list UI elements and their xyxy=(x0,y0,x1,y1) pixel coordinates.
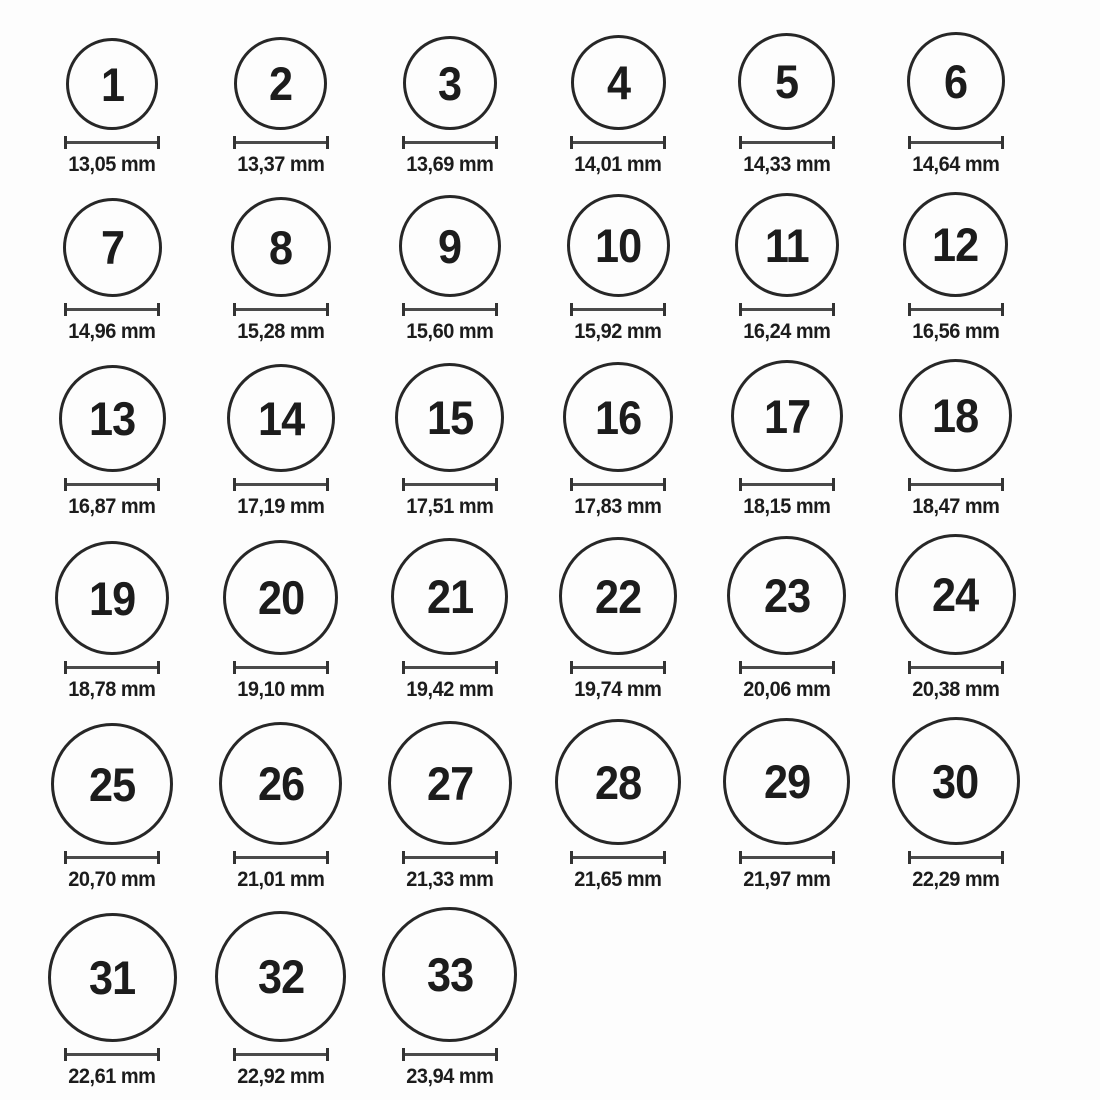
ring-size-cell xyxy=(28,723,197,892)
diameter-label: 14,64 mm xyxy=(912,153,1000,176)
ring-size-cell xyxy=(703,360,872,519)
ring-size-cell xyxy=(28,365,197,519)
size-number: 2 xyxy=(269,57,293,110)
diameter-label: 20,70 mm xyxy=(68,868,156,891)
diameter-label: 21,01 mm xyxy=(237,868,325,891)
ring-size-cell xyxy=(365,721,534,892)
diameter-label: 20,06 mm xyxy=(743,678,831,701)
ring-size-cell xyxy=(871,32,1040,177)
ring-size-cell xyxy=(197,364,366,519)
diameter-label: 22,29 mm xyxy=(912,868,1000,891)
ring-size-cell xyxy=(703,536,872,702)
chart-row xyxy=(28,907,1040,1089)
size-number: 12 xyxy=(932,218,979,271)
size-circle xyxy=(892,717,1020,845)
size-number: 24 xyxy=(932,568,979,621)
chart-row xyxy=(28,717,1040,892)
diameter-label: 18,15 mm xyxy=(743,495,831,518)
diameter-label: 15,60 mm xyxy=(406,320,494,343)
size-circle xyxy=(227,364,335,472)
ring-size-cell xyxy=(28,38,197,177)
ring-size-cell xyxy=(534,719,703,892)
size-circle xyxy=(555,719,681,845)
size-circle xyxy=(223,540,338,655)
size-number: 8 xyxy=(269,220,293,274)
diameter-measure-line xyxy=(64,303,160,316)
ring-size-cell xyxy=(534,362,703,519)
ring-size-cell xyxy=(703,193,872,344)
diameter-measure-line xyxy=(739,851,835,864)
diameter-label: 15,28 mm xyxy=(237,320,325,343)
chart-row xyxy=(28,32,1040,177)
ring-size-cell xyxy=(197,37,366,177)
size-number: 27 xyxy=(426,756,473,810)
diameter-measure-line xyxy=(64,136,160,149)
ring-size-cell xyxy=(197,722,366,892)
size-number: 15 xyxy=(426,391,473,444)
diameter-measure-line xyxy=(570,136,666,149)
size-circle xyxy=(63,198,162,297)
diameter-label: 21,97 mm xyxy=(743,868,831,891)
size-number: 22 xyxy=(595,569,642,623)
ring-size-cell xyxy=(28,198,197,344)
ring-size-cell xyxy=(197,197,366,344)
diameter-measure-line xyxy=(908,136,1004,149)
size-number: 5 xyxy=(775,55,799,108)
ring-size-cell xyxy=(871,192,1040,344)
diameter-measure-line xyxy=(908,303,1004,316)
diameter-measure-line xyxy=(402,478,498,491)
size-number: 10 xyxy=(595,219,642,272)
diameter-measure-line xyxy=(233,851,329,864)
ring-size-cell xyxy=(871,359,1040,519)
diameter-label: 13,05 mm xyxy=(68,153,156,176)
ring-size-cell xyxy=(365,538,534,702)
diameter-measure-line xyxy=(402,851,498,864)
size-circle xyxy=(395,363,504,472)
size-number: 21 xyxy=(426,570,473,623)
size-number: 18 xyxy=(932,389,979,442)
diameter-measure-line xyxy=(402,303,498,316)
diameter-label: 19,10 mm xyxy=(237,678,325,701)
ring-size-cell xyxy=(365,195,534,344)
diameter-label: 19,74 mm xyxy=(574,678,662,701)
size-circle xyxy=(727,536,846,655)
diameter-measure-line xyxy=(739,661,835,674)
size-number: 19 xyxy=(89,571,136,625)
chart-row xyxy=(28,359,1040,519)
diameter-measure-line xyxy=(64,1048,160,1061)
diameter-measure-line xyxy=(233,661,329,674)
size-circle xyxy=(895,534,1016,655)
diameter-measure-line xyxy=(402,136,498,149)
size-number: 11 xyxy=(765,218,809,272)
size-number: 31 xyxy=(89,951,136,1004)
size-circle xyxy=(567,194,670,297)
size-number: 13 xyxy=(89,392,136,445)
diameter-label: 16,24 mm xyxy=(743,320,831,343)
diameter-measure-line xyxy=(64,851,160,864)
size-circle xyxy=(903,192,1008,297)
size-number: 30 xyxy=(932,754,979,808)
size-number: 4 xyxy=(606,56,630,109)
diameter-label: 13,69 mm xyxy=(406,153,494,176)
size-circle xyxy=(219,722,342,845)
diameter-label: 14,96 mm xyxy=(68,320,156,343)
diameter-label: 16,56 mm xyxy=(912,320,1000,343)
size-circle xyxy=(51,723,173,845)
diameter-label: 17,51 mm xyxy=(406,495,494,518)
size-number: 7 xyxy=(100,221,124,274)
diameter-measure-line xyxy=(570,303,666,316)
diameter-measure-line xyxy=(233,303,329,316)
diameter-measure-line xyxy=(233,136,329,149)
diameter-measure-line xyxy=(570,661,666,674)
size-circle xyxy=(738,33,835,130)
size-circle xyxy=(731,360,843,472)
size-number: 29 xyxy=(763,755,811,808)
size-circle xyxy=(403,36,497,130)
diameter-label: 18,47 mm xyxy=(912,495,1000,518)
size-circle xyxy=(388,721,512,845)
size-circle xyxy=(723,718,850,845)
diameter-label: 21,33 mm xyxy=(406,868,494,891)
size-circle xyxy=(66,38,158,130)
size-circle xyxy=(59,365,166,472)
diameter-label: 22,92 mm xyxy=(237,1065,325,1088)
diameter-measure-line xyxy=(64,478,160,491)
size-circle xyxy=(382,907,517,1042)
size-number: 26 xyxy=(257,757,305,810)
diameter-measure-line xyxy=(233,478,329,491)
size-circle xyxy=(48,913,177,1042)
ring-size-cell xyxy=(28,541,197,702)
diameter-label: 23,94 mm xyxy=(406,1065,494,1088)
ring-size-cell xyxy=(534,194,703,344)
diameter-measure-line xyxy=(908,661,1004,674)
diameter-measure-line xyxy=(402,1048,498,1061)
diameter-label: 21,65 mm xyxy=(574,868,662,891)
diameter-measure-line xyxy=(570,478,666,491)
ring-size-cell xyxy=(703,33,872,177)
size-number: 33 xyxy=(426,948,473,1001)
ring-size-cell xyxy=(534,35,703,177)
diameter-label: 19,42 mm xyxy=(406,678,494,701)
size-number: 9 xyxy=(438,219,462,273)
size-circle xyxy=(735,193,839,297)
diameter-measure-line xyxy=(908,851,1004,864)
ring-size-cell xyxy=(197,540,366,702)
size-number: 1 xyxy=(100,57,124,111)
diameter-label: 16,87 mm xyxy=(68,495,156,518)
size-number: 23 xyxy=(763,569,811,622)
chart-row xyxy=(28,534,1040,702)
size-circle xyxy=(571,35,666,130)
size-circle xyxy=(907,32,1005,130)
size-number: 25 xyxy=(89,757,136,811)
size-number: 3 xyxy=(438,56,462,110)
diameter-measure-line xyxy=(739,136,835,149)
diameter-label: 18,78 mm xyxy=(68,678,156,701)
diameter-measure-line xyxy=(402,661,498,674)
ring-size-cell xyxy=(703,718,872,892)
size-circle xyxy=(234,37,327,130)
diameter-measure-line xyxy=(233,1048,329,1061)
diameter-label: 22,61 mm xyxy=(68,1065,156,1088)
size-number: 28 xyxy=(595,755,642,809)
diameter-label: 17,19 mm xyxy=(237,495,325,518)
ring-size-cell xyxy=(28,913,197,1089)
diameter-label: 20,38 mm xyxy=(912,678,1000,701)
size-number: 14 xyxy=(257,391,305,445)
size-number: 20 xyxy=(257,571,305,624)
ring-size-cell xyxy=(365,36,534,177)
size-circle xyxy=(55,541,169,655)
size-circle xyxy=(399,195,501,297)
ring-size-cell xyxy=(871,534,1040,702)
ring-size-cell xyxy=(365,363,534,519)
size-circle xyxy=(563,362,673,472)
ring-size-cell xyxy=(871,717,1040,892)
diameter-label: 17,83 mm xyxy=(574,495,662,518)
diameter-measure-line xyxy=(570,851,666,864)
size-number: 16 xyxy=(595,390,642,444)
chart-row xyxy=(28,192,1040,344)
diameter-measure-line xyxy=(739,478,835,491)
diameter-label: 13,37 mm xyxy=(237,153,325,176)
ring-size-cell xyxy=(534,537,703,702)
ring-size-cell xyxy=(197,911,366,1089)
diameter-measure-line xyxy=(908,478,1004,491)
size-number: 6 xyxy=(944,54,968,108)
size-circle xyxy=(559,537,677,655)
size-circle xyxy=(215,911,346,1042)
size-number: 17 xyxy=(763,389,811,443)
ring-size-cell xyxy=(365,907,534,1089)
diameter-label: 15,92 mm xyxy=(574,320,662,343)
diameter-measure-line xyxy=(64,661,160,674)
size-circle xyxy=(231,197,331,297)
diameter-measure-line xyxy=(739,303,835,316)
diameter-label: 14,01 mm xyxy=(574,153,662,176)
diameter-label: 14,33 mm xyxy=(743,153,831,176)
size-circle xyxy=(899,359,1012,472)
size-number: 32 xyxy=(257,950,305,1003)
size-circle xyxy=(391,538,508,655)
